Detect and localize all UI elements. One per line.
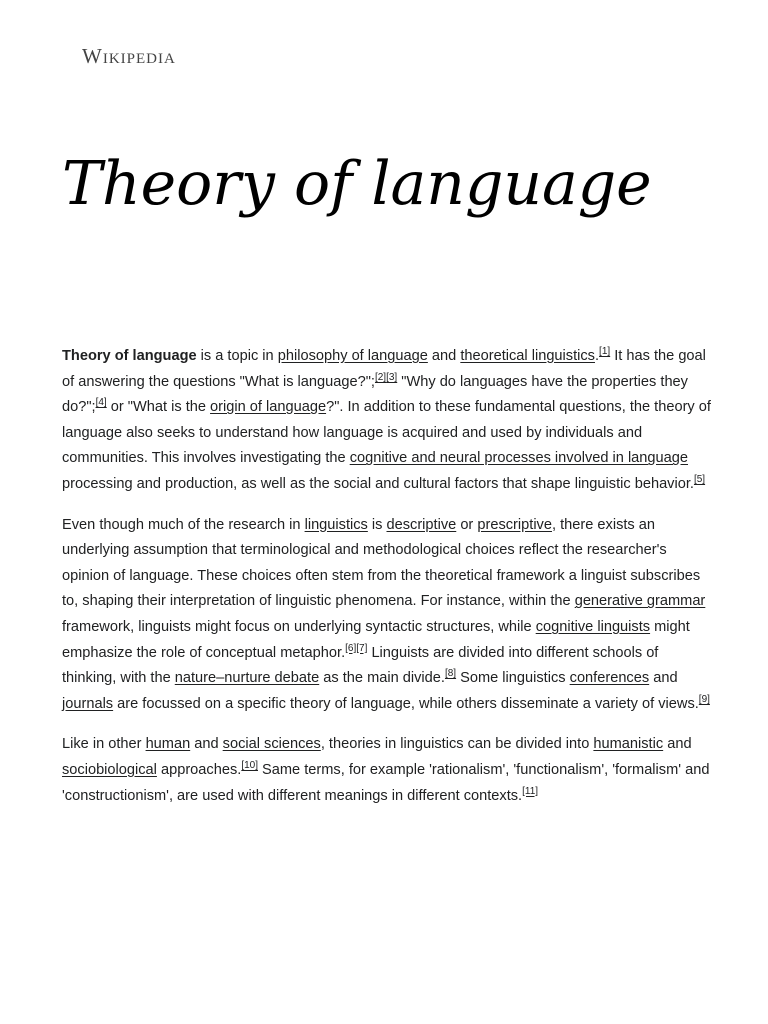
wikipedia-wordmark[interactable]: Wikipedia — [82, 44, 176, 68]
article-body — [62, 344, 712, 824]
text: It has the goal of answering the questions "What is language?"; — [62, 348, 706, 390]
link-theoretical-linguistics[interactable]: theoretical linguistics — [460, 348, 595, 364]
citation-1[interactable]: [1] — [599, 346, 611, 358]
text: are focussed on a specific theory of language, while others disseminate a variety of views. — [113, 695, 699, 712]
site-header — [82, 44, 176, 69]
link-generative-grammar[interactable]: generative grammar — [574, 593, 706, 610]
text: processing and production, as well as the social and cultural factors that shape linguistic behavior. — [62, 475, 694, 492]
link-origin-of-language[interactable]: origin of language — [210, 399, 327, 416]
text: is a topic in — [196, 348, 278, 364]
paragraph-2 — [62, 513, 712, 718]
text: as the main divide. — [319, 670, 445, 687]
citation-2[interactable]: [2] — [374, 371, 387, 383]
link-social-sciences[interactable]: social sciences — [222, 736, 321, 753]
text: Same terms, for example 'rationalism', 'functionalism', 'formalism' and 'constructionism', are used with different meanings in different contexts. — [62, 761, 710, 804]
text: Like in other — [62, 736, 146, 753]
text: Even though much of the research in — [62, 516, 305, 533]
citation-10[interactable]: [10] — [241, 760, 258, 772]
text: or — [456, 516, 478, 533]
text: and — [190, 736, 223, 753]
citation-9[interactable]: [9] — [698, 693, 710, 705]
link-journals[interactable]: journals — [62, 695, 114, 712]
text: might emphasize the role of conceptual metaphor. — [62, 618, 690, 661]
citation-8[interactable]: [8] — [444, 668, 457, 680]
text: and — [663, 736, 692, 753]
citation-7[interactable]: [7] — [356, 642, 368, 654]
text: approaches. — [156, 761, 242, 778]
page-title: Theory of language — [62, 149, 652, 219]
paragraph-1 — [62, 344, 712, 498]
text: . — [594, 348, 600, 364]
text: ?". In addition to these fundamental questions, the theory of language also seeks to understand how language is acquired and used by individuals and communities. This involves investigating the — [62, 399, 711, 467]
text: , theories in linguistics can be divided into — [320, 736, 594, 753]
link-cognitive-linguists[interactable]: cognitive linguists — [535, 618, 651, 635]
citation-5[interactable]: [5] — [693, 474, 706, 486]
citation-3[interactable]: [3] — [386, 371, 398, 383]
link-philosophy-of-language[interactable]: philosophy of language — [277, 348, 428, 364]
text: , there exists an underlying assumption that terminological and methodological choices reflect the researcher's opinion of language. These choices often stem from the theoretical framework a linguist subscribes to, shaping their interpretation of linguistic phenomena. For instance, within the — [62, 516, 701, 610]
text: Some linguistics — [456, 670, 570, 687]
link-cognitive-neural-processes[interactable]: cognitive and neural processes involved in language — [349, 450, 689, 467]
text: and — [649, 670, 678, 687]
link-human[interactable]: human — [145, 736, 191, 753]
citation-6[interactable]: [6] — [345, 642, 357, 654]
link-linguistics[interactable]: linguistics — [304, 516, 368, 533]
link-nature-nurture-debate[interactable]: nature–nurture debate — [174, 670, 320, 687]
citation-4[interactable]: [4] — [95, 397, 107, 409]
text: is — [367, 516, 387, 533]
paragraph-3 — [62, 732, 712, 809]
citation-11[interactable]: [11] — [522, 785, 539, 797]
link-conferences[interactable]: conferences — [569, 670, 650, 687]
link-descriptive[interactable]: descriptive — [386, 516, 457, 533]
link-humanistic[interactable]: humanistic — [593, 736, 664, 753]
article-subject: Theory of language — [62, 348, 197, 364]
link-prescriptive[interactable]: prescriptive — [477, 516, 552, 533]
text: Linguists are divided into different schools of thinking, with the — [62, 644, 659, 687]
text: and — [427, 348, 461, 364]
text: framework, linguists might focus on underlying syntactic structures, while — [62, 618, 536, 635]
text: or "What is the — [106, 399, 211, 416]
link-sociobiological[interactable]: sociobiological — [62, 761, 157, 778]
text: "Why do languages have the properties they do?"; — [62, 373, 688, 416]
